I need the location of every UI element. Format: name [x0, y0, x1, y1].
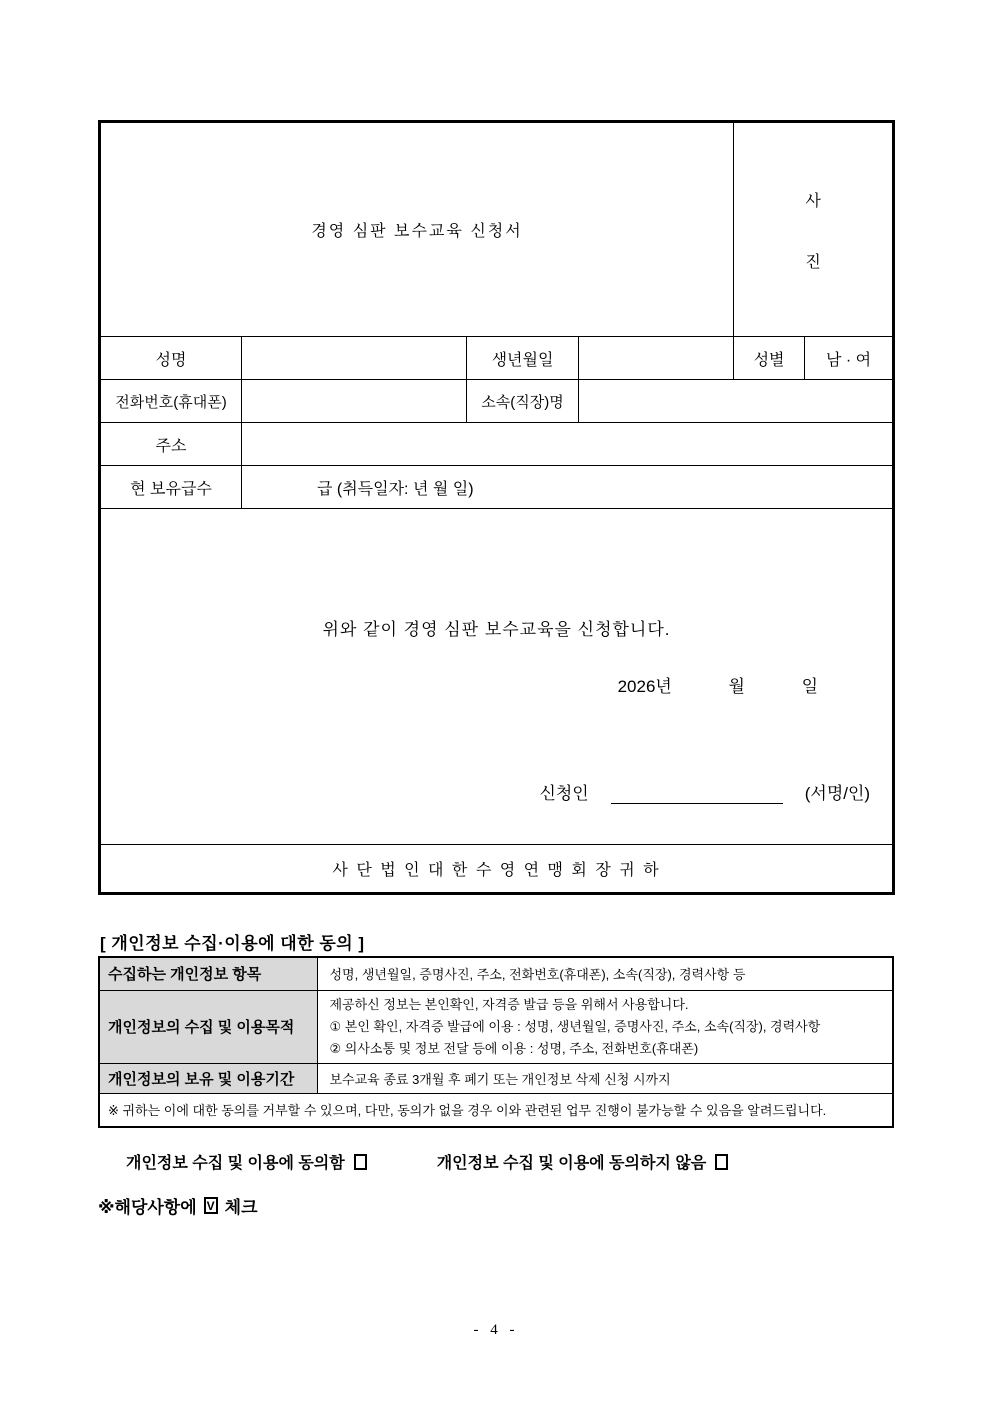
applicant-label: 신청인 — [539, 784, 589, 803]
gender-label: 성별 — [734, 337, 805, 380]
organization-field[interactable] — [579, 380, 894, 423]
signature-suffix: (서명/인) — [804, 784, 871, 803]
consent-purpose-value — [317, 990, 893, 1063]
address-label: 주소 — [100, 423, 242, 466]
consent-table — [98, 956, 894, 1128]
gender-options[interactable]: 남 · 여 — [805, 337, 894, 380]
page-number: - 4 - — [473, 1322, 519, 1338]
agree-option — [126, 1150, 367, 1173]
consent-items-label: 수집하는 개인정보 항목 — [99, 957, 317, 990]
consent-retention-label: 개인정보의 보유 및 이용기간 — [99, 1063, 317, 1093]
date-line: 2026년 월 일 — [617, 677, 819, 696]
consent-purpose-label: 개인정보의 수집 및 이용목적 — [99, 990, 317, 1063]
photo-label-line1: 사 — [805, 192, 821, 210]
birthdate-label: 생년월일 — [467, 337, 579, 380]
recipient-line: 사 단 법 인 대 한 수 영 연 맹 회 장 귀 하 — [100, 845, 894, 894]
grade-label: 현 보유급수 — [100, 466, 242, 509]
check-note-suffix: 체크 — [224, 1198, 258, 1217]
consent-options — [126, 1150, 728, 1173]
agree-checkbox[interactable] — [354, 1154, 367, 1170]
phone-field[interactable] — [242, 380, 467, 423]
grade-field[interactable]: 급 (취득일자: 년 월 일) — [242, 466, 894, 509]
consent-retention-value: 보수교육 종료 3개월 후 폐기 또는 개인정보 삭제 신청 시까지 — [317, 1063, 893, 1093]
check-instruction — [98, 1193, 258, 1218]
disagree-label: 개인정보 수집 및 이용에 동의하지 않음 — [436, 1155, 707, 1172]
disagree-option — [437, 1150, 729, 1173]
application-table — [98, 120, 895, 895]
check-note-prefix: ※해당사항에 — [98, 1198, 197, 1217]
name-field[interactable] — [242, 337, 467, 380]
signature-line[interactable] — [611, 786, 783, 804]
form-title: 경영 심판 보수교육 신청서 — [100, 122, 734, 337]
consent-items-value: 성명, 생년월일, 증명사진, 주소, 전화번호(휴대폰), 소속(직장), 경력사항 등 — [317, 957, 893, 990]
photo-label-line2: 진 — [805, 253, 821, 271]
organization-label: 소속(직장)명 — [467, 380, 579, 423]
phone-label: 전화번호(휴대폰) — [100, 380, 242, 423]
disagree-checkbox[interactable] — [715, 1154, 728, 1170]
photo-box — [734, 122, 894, 337]
name-label: 성명 — [100, 337, 242, 380]
address-field[interactable] — [242, 423, 894, 466]
agree-label: 개인정보 수집 및 이용에 동의함 — [126, 1155, 345, 1172]
declaration-statement: 위와 같이 경영 심판 보수교육을 신청합니다. — [322, 620, 671, 639]
declaration-section — [100, 509, 894, 845]
checked-checkbox-icon: V — [204, 1197, 218, 1214]
consent-section-heading: [ 개인정보 수집·이용에 대한 동의 ] — [100, 934, 365, 953]
birthdate-field[interactable] — [579, 337, 734, 380]
signature-row — [101, 779, 892, 804]
consent-notice: ※ 귀하는 이에 대한 동의를 거부할 수 있으며, 다만, 동의가 없을 경우 이와 관련된 업무 진행이 불가능할 수 있음을 알려드립니다. — [99, 1093, 893, 1127]
consent-purpose-line3: ② 의사소통 및 정보 전달 등에 이용 : 성명, 주소, 전화번호(휴대폰) — [329, 1040, 699, 1056]
consent-purpose-line1: 제공하신 정보는 본인확인, 자격증 발급 등을 위해서 사용합니다. — [329, 996, 689, 1012]
consent-purpose-line2: ① 본인 확인, 자격증 발급에 이용 : 성명, 생년월일, 증명사진, 주소, 소속(직장), 경력사항 — [329, 1018, 821, 1034]
